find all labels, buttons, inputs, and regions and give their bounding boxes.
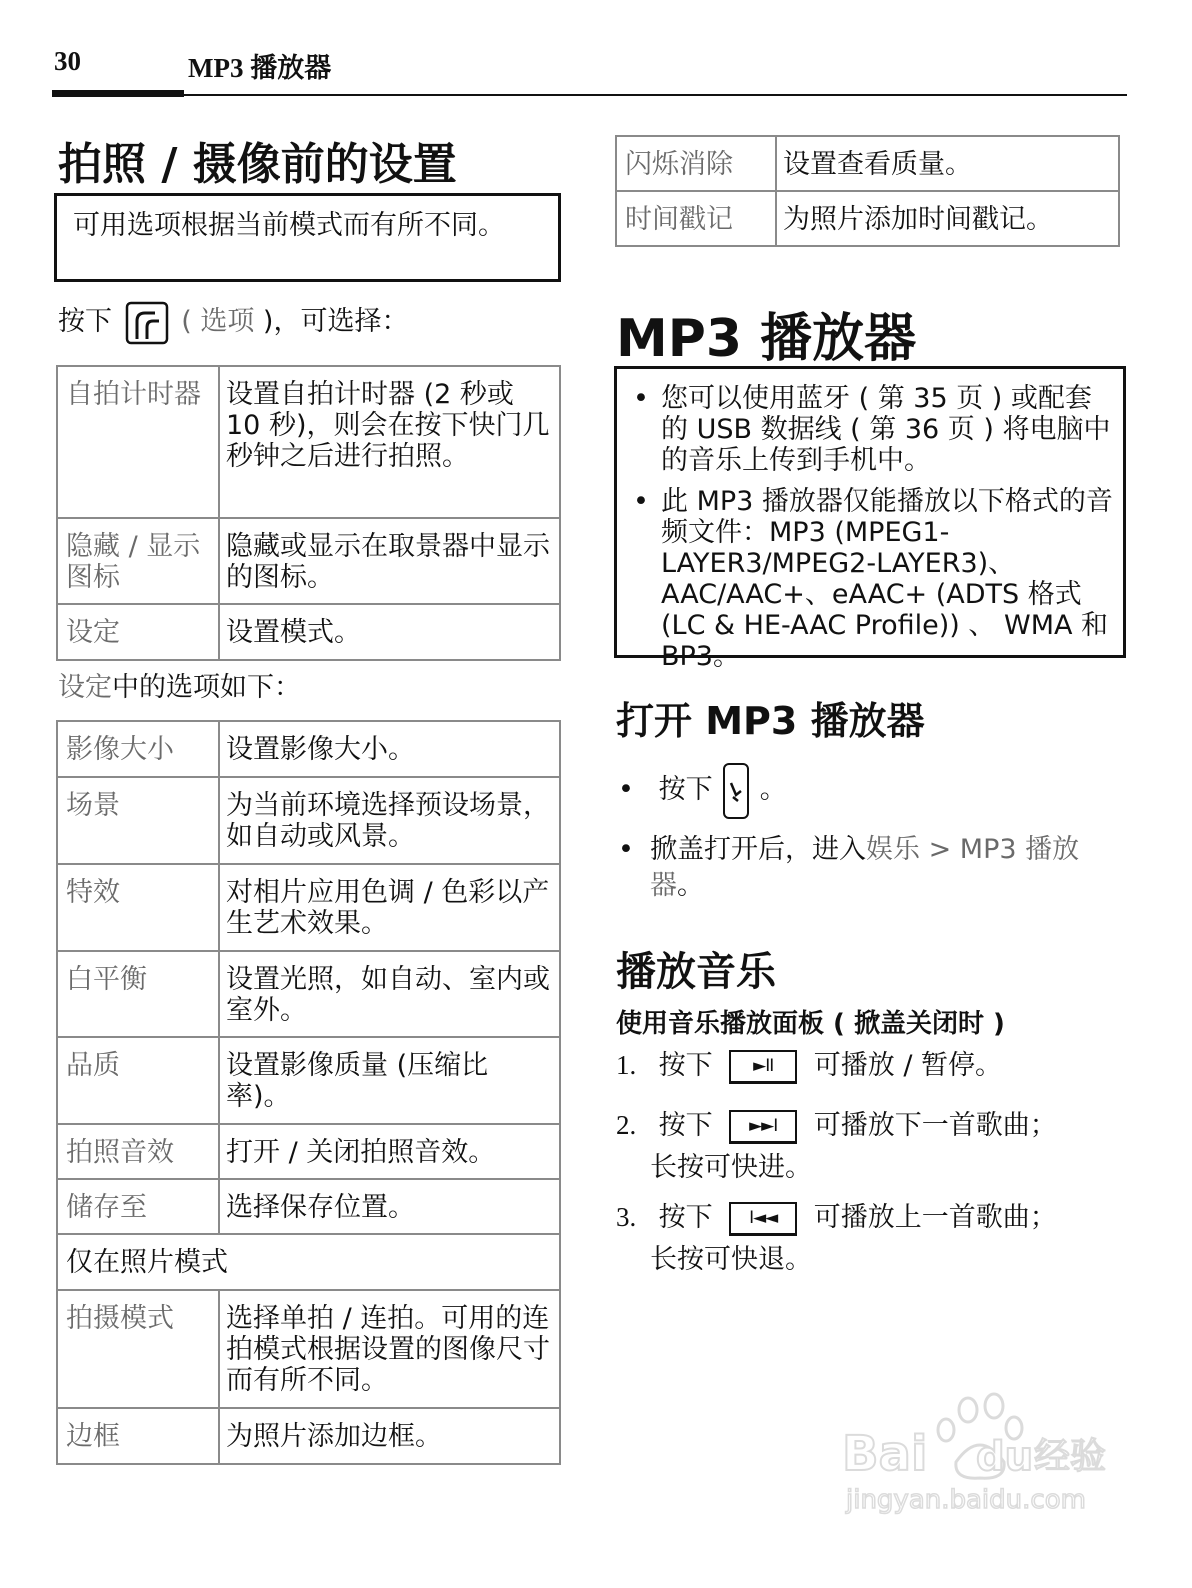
options-label: 选项 (200, 306, 255, 337)
step-number: 3. (616, 1202, 637, 1232)
press-prefix: 按下 (58, 306, 112, 337)
option-value: 为照片添加边框。 (219, 1408, 560, 1464)
options-table-1 (56, 365, 561, 661)
option-value: 隐藏或显示在取景器中显示的图标。 (219, 518, 560, 604)
options-table-continued (615, 135, 1120, 247)
svg-text:jingyan.baidu.com: jingyan.baidu.com (846, 1485, 1086, 1515)
option-key: 隐藏 / 显示图标 (57, 518, 219, 604)
options-key-icon (125, 301, 169, 345)
option-value: 对相片应用色调 / 色彩以产生艺术效果。 (219, 864, 560, 951)
note-box (54, 193, 561, 282)
option-key: 拍摄模式 (57, 1290, 219, 1408)
bullet-icon: • (633, 383, 649, 414)
table-row (616, 136, 1119, 191)
menu-separator: > (920, 834, 960, 865)
table-row (57, 1124, 560, 1179)
side-key-icon (723, 763, 749, 819)
open-step-2 (618, 832, 1118, 904)
table-row (57, 1408, 560, 1464)
option-value: 设置模式。 (219, 604, 560, 660)
option-value: 设置自拍计时器 (2 秒或 10 秒)，则会在按下快门几秒钟之后进行拍照。 (219, 366, 560, 518)
menu-mp3-player: MP3 播放器 (650, 834, 1080, 901)
section-title-mp3: MP3 播放器 (616, 309, 917, 369)
baidu-watermark-logo (836, 1392, 1116, 1522)
mp3-note-2: 此 MP3 播放器仅能播放以下格式的音频文件：MP3 (MPEG1-LAYER3/MPEG2-LAYER3)、AAC/AAC+、eAAC+ (ADTS 格式 (LC & HE-AAC Profile)) 、 WMA 和 BP3。 (661, 486, 1113, 672)
option-value: 打开 / 关闭拍照音效。 (219, 1124, 560, 1179)
photo-only-label: 仅在照片模式 (57, 1234, 560, 1290)
option-value: 设置影像大小。 (219, 721, 560, 777)
play-step-1 (616, 1044, 1002, 1087)
option-key: 拍照音效 (57, 1124, 219, 1179)
press-options-line (58, 300, 408, 345)
play-pause-key-icon: ►II (729, 1050, 797, 1084)
step-number: 2. (616, 1110, 637, 1140)
step-number: 1. (616, 1050, 637, 1080)
table-row (57, 1290, 560, 1408)
next-track-key-icon: ►►I (729, 1110, 797, 1144)
open-step-1-prefix: 按下 (658, 774, 713, 805)
step-prefix: 按下 (658, 1202, 713, 1233)
table-row (57, 1234, 560, 1290)
option-key: 储存至 (57, 1179, 219, 1234)
step-text: 可播放上一首歌曲； (813, 1202, 1057, 1233)
option-key: 设定 (57, 604, 219, 660)
bullet-icon: • (618, 774, 634, 805)
settings-intro-text: 中的选项如下： (112, 672, 301, 703)
step-prefix: 按下 (658, 1110, 713, 1141)
mp3-note-box (614, 366, 1126, 672)
open-step-2-suffix: 。 (677, 870, 704, 901)
settings-intro (58, 670, 301, 706)
option-value: 为照片添加时间戳记。 (776, 191, 1119, 246)
table-row (57, 604, 560, 660)
open-step-2-prefix: 掀盖打开后，进入 (650, 834, 866, 865)
bullet-icon: • (618, 834, 634, 865)
table-row (616, 191, 1119, 246)
option-value: 设置影像质量 (压缩比率)。 (219, 1037, 560, 1124)
step-prefix: 按下 (658, 1050, 713, 1081)
option-key: 白平衡 (57, 951, 219, 1037)
table-row (57, 951, 560, 1037)
play-step-2 (616, 1104, 1057, 1189)
option-value: 设置查看质量。 (776, 136, 1119, 191)
options-table-2 (56, 720, 561, 1465)
section-title-play-music: 播放音乐 (616, 949, 776, 995)
svg-text:Bai: Bai (842, 1426, 928, 1482)
previous-track-key-icon: I◄◄ (729, 1202, 797, 1236)
table-row (57, 864, 560, 951)
option-key: 品质 (57, 1037, 219, 1124)
mp3-note-1: 您可以使用蓝牙 ( 第 35 页 ) 或配套的 USB 数据线 ( 第 36 页 ) 将电脑中的音乐上传到手机中。 (661, 383, 1111, 476)
header-rule (52, 94, 1127, 96)
play-step-3 (616, 1196, 1057, 1281)
option-value: 选择单拍 / 连拍。可用的连拍模式根据设置的图像尺寸而有所不同。 (219, 1290, 560, 1408)
mp3-notes (627, 383, 1113, 672)
options-open-paren: ( (181, 306, 192, 337)
table-row (57, 1179, 560, 1234)
list-item (627, 486, 1113, 672)
step-text: 可播放下一首歌曲； (813, 1110, 1057, 1141)
table-row (57, 366, 560, 518)
option-key: 闪烁消除 (616, 136, 776, 191)
svg-text:经验: 经验 (1034, 1436, 1107, 1477)
option-value: 设置光照，如自动、室内或室外。 (219, 951, 560, 1037)
step-continuation: 长按可快进。 (650, 1152, 812, 1183)
settings-intro-key: 设定 (58, 672, 112, 703)
option-key: 特效 (57, 864, 219, 951)
option-key: 影像大小 (57, 721, 219, 777)
running-title: MP3 播放器 (188, 53, 332, 83)
table-row (57, 1037, 560, 1124)
svg-text:du: du (976, 1434, 1034, 1480)
open-step-1 (618, 760, 787, 820)
press-suffix: )，可选择： (262, 306, 409, 337)
note-text: 可用选项根据当前模式而有所不同。 (73, 210, 505, 241)
option-key: 场景 (57, 777, 219, 864)
open-step-1-suffix: 。 (759, 774, 787, 805)
menu-entertainment: 娱乐 (866, 834, 920, 865)
table-row (57, 721, 560, 777)
step-text: 可播放 / 暂停。 (813, 1050, 1003, 1081)
section-title-camera-settings: 拍照 / 摄像前的设置 (58, 139, 457, 190)
step-continuation: 长按可快退。 (650, 1244, 812, 1275)
list-item (627, 383, 1113, 476)
bullet-icon: • (633, 486, 649, 517)
option-key: 自拍计时器 (57, 366, 219, 518)
page-number: 30 (54, 46, 81, 76)
option-key: 边框 (57, 1408, 219, 1464)
option-value: 选择保存位置。 (219, 1179, 560, 1234)
option-key: 时间戳记 (616, 191, 776, 246)
table-row (57, 518, 560, 604)
table-row (57, 777, 560, 864)
section-title-open-mp3: 打开 MP3 播放器 (616, 699, 925, 743)
option-value: 为当前环境选择预设场景，如自动或风景。 (219, 777, 560, 864)
play-subtitle: 使用音乐播放面板 ( 掀盖关闭时 ) (616, 1009, 1005, 1039)
